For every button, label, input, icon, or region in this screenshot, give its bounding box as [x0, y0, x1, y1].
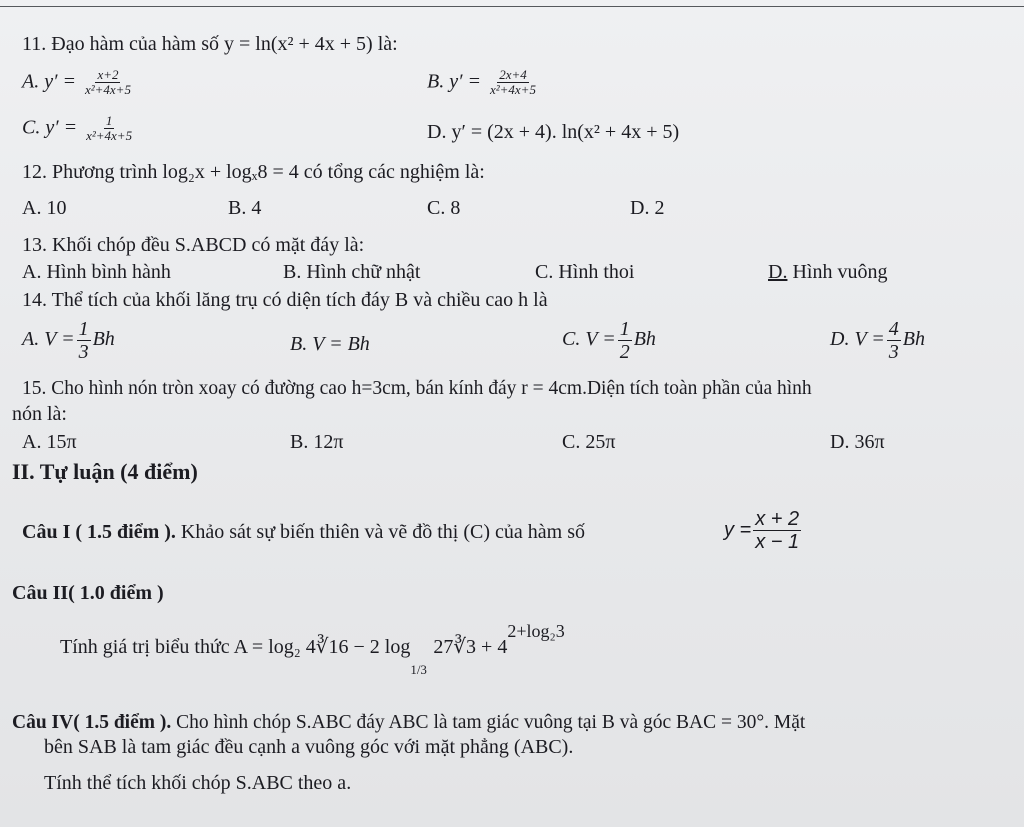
q14-option-c	[562, 318, 656, 363]
q11-option-d: D. y′ = (2x + 4). ln(x² + 4x + 5)	[427, 121, 680, 143]
top-rule	[0, 6, 1024, 7]
cau2-expression	[60, 621, 565, 677]
cau1-y: y =	[724, 518, 752, 541]
cau2-mid: 27∛3 + 4	[428, 636, 508, 658]
q11-option-b	[427, 68, 540, 98]
q14-c-label: C. V =	[562, 328, 616, 351]
cau2-log-base: 1/3	[410, 662, 427, 677]
cau1-text: Khảo sát sự biến thiên và vẽ đồ thị (C) của hàm số	[175, 521, 585, 543]
q11-b-num: 2x+4	[499, 67, 527, 82]
q15-option-c: C. 25π	[562, 431, 616, 453]
q14-option-d	[830, 318, 925, 363]
cau2-exponent: 2+log₂3	[507, 621, 565, 641]
cau4-heading: Câu IV( 1.5 điểm ).	[12, 712, 172, 733]
q14-option-b: B. V = Bh	[290, 333, 370, 355]
q14-a-num: 1	[78, 318, 89, 340]
q13-option-d	[768, 260, 887, 284]
q13-option-b: B. Hình chữ nhật	[283, 261, 421, 283]
q14-d-tail: Bh	[902, 328, 926, 351]
q11-a-den: x²+4x+5	[84, 82, 131, 98]
q11-option-a	[22, 68, 135, 98]
q15-stem-line1: 15. Cho hình nón tròn xoay có đường cao h=3cm, bán kính đáy r = 4cm.Diện tích toàn phần của hình	[22, 378, 812, 399]
q11-a-label: A. y′ =	[22, 70, 76, 93]
q14-a-label: A. V =	[22, 328, 75, 351]
cau1-heading: Câu I ( 1.5 điểm ).	[22, 521, 176, 543]
part2-title: II. Tự luận (4 điểm)	[12, 459, 198, 484]
q13-option-a: A. Hình bình hành	[22, 261, 171, 283]
q14-d-label: D. V =	[830, 328, 885, 351]
q15-option-d: D. 36π	[830, 431, 885, 453]
q11-c-label: C. y′ =	[22, 116, 78, 139]
cau4-line2: bên SAB là tam giác đều cạnh a vuông góc với mặt phẳng (ABC).	[44, 736, 574, 758]
q15-stem-line2: nón là:	[12, 403, 67, 425]
q11-b-den: x²+4x+5	[489, 82, 536, 98]
cau1-den: x − 1	[755, 531, 800, 553]
cau2-heading: Câu II( 1.0 điểm )	[12, 582, 164, 604]
q12-stem: 12. Phương trình log₂x + logₓ8 = 4 có tổng các nghiệm là:	[22, 161, 485, 183]
q14-d-num: 4	[888, 318, 899, 340]
q12-option-b: B. 4	[228, 197, 262, 219]
q15-option-a: A. 15π	[22, 431, 77, 453]
q11-stem: 11. Đạo hàm của hàm số y = ln(x² + 4x + 5) là:	[22, 33, 398, 55]
cau1-function	[724, 508, 803, 553]
q12-option-a: A. 10	[22, 197, 67, 219]
q12-option-c: C. 8	[427, 197, 461, 219]
q14-c-num: 1	[619, 318, 630, 340]
q14-stem: 14. Thể tích của khối lăng trụ có diện tích đáy B và chiều cao h là	[22, 289, 548, 311]
q14-option-a	[22, 318, 115, 363]
q14-c-tail: Bh	[633, 328, 656, 351]
cau2-text: Tính giá trị biểu thức A = log₂ 4∛16 − 2 log	[60, 636, 411, 658]
q14-c-den: 2	[619, 341, 630, 363]
cau4	[12, 711, 805, 735]
q11-c-num: 1	[105, 113, 113, 128]
q11-b-label: B. y′ =	[427, 70, 481, 93]
cau1-num: x + 2	[755, 508, 800, 530]
q14-d-den: 3	[888, 341, 899, 363]
q13-d-text: Hình vuông	[787, 261, 888, 283]
q13-stem: 13. Khối chóp đều S.ABCD có mặt đáy là:	[22, 234, 365, 256]
q11-option-c	[22, 114, 136, 144]
cau1	[22, 520, 585, 544]
cau4-text: Cho hình chóp S.ABC đáy ABC là tam giác vuông tại B và góc BAC = 30°. Mặt	[171, 712, 806, 733]
cau4-line3: Tính thể tích khối chóp S.ABC theo a.	[44, 772, 352, 794]
q12-option-d: D. 2	[630, 197, 665, 219]
q15-option-b: B. 12π	[290, 431, 344, 453]
q14-a-den: 3	[78, 341, 89, 363]
q11-a-num: x+2	[97, 67, 119, 82]
q13-d-letter: D.	[768, 261, 788, 283]
q13-option-c: C. Hình thoi	[535, 261, 635, 283]
q11-c-den: x²+4x+5	[86, 128, 133, 144]
q14-a-tail: Bh	[92, 328, 115, 351]
